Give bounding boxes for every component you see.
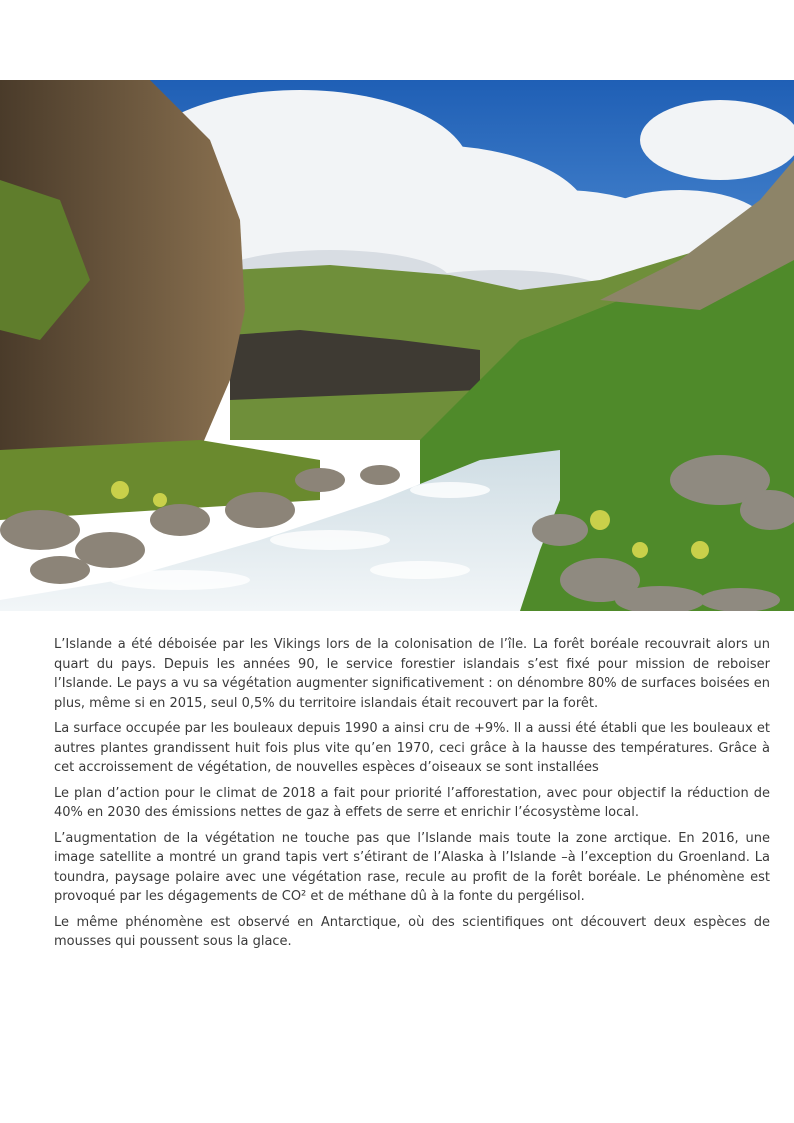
paragraph: L’augmentation de la végétation ne touche pas que l’Islande mais toute la zone arctique. En 2016, une image satellite a montré un grand tapis vert s’étirant de l’Alaska à l’Islande –à l’exception du Groenland. La toundra, paysage polaire avec une végétation rase, recule au profit de la forêt boréale. Le phénomène est provoqué par les dégagements de CO² et de méthane dû à la fonte du pergélisol.	[54, 830, 770, 904]
paragraph: Le même phénomène est observé en Antarctique, où des scientifiques ont découvert deux espèces de mousses qui poussent sous la glace.	[54, 914, 770, 949]
paragraph: L’Islande a été déboisée par les Vikings lors de la colonisation de l’île. La forêt boréale recouvrait alors un quart du pays. Depuis les années 90, le service forestier islandais s’est fixé pour mission de reboiser l’Islande. Le pays a vu sa végétation augmenter significativement : on dénombre 80% de surfaces boisées en plus, même si en 2015, seul 0,5% du territoire islandais était recouvert par la forêt.	[54, 637, 770, 711]
paragraph: La surface occupée par les bouleaux depuis 1990 a ainsi cru de +9%. Il a aussi été établi que les bouleaux et autres plantes grandissent huit fois plus vite qu’en 1970, ceci grâce à la hausse des températures. Grâce à cet accroissement de végétation, de nouvelles espèces d’oiseaux se sont installées	[54, 721, 770, 775]
landscape-photo	[0, 80, 794, 611]
article-body	[54, 635, 770, 958]
paragraph: Le plan d’action pour le climat de 2018 a fait pour priorité l’afforestation, avec pour objectif la réduction de 40% en 2030 des émissions nettes de gaz à effets de serre et enrichir l’écosystème local.	[54, 785, 770, 820]
river-valley-illustration	[0, 80, 794, 611]
